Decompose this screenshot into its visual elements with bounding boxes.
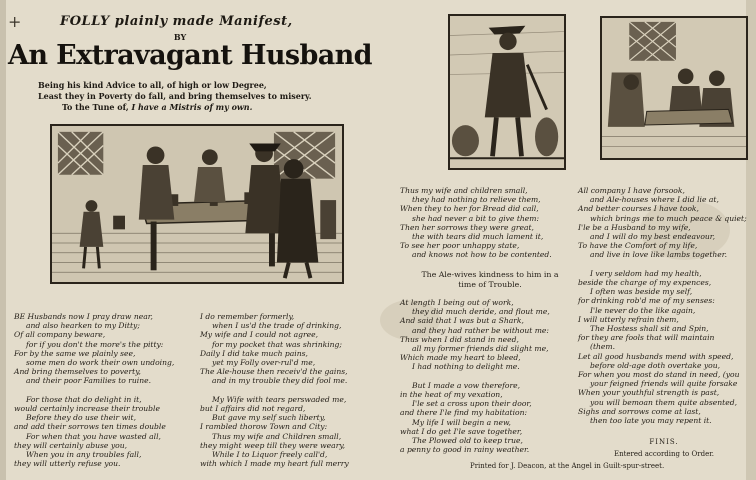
verse-line: But I made a vow therefore,	[412, 380, 521, 390]
verse-line: I had nothing to delight me.	[412, 362, 520, 372]
verse-line: I often was beside my self,	[590, 287, 693, 297]
verse-line: I'le never do the like again,	[590, 305, 696, 315]
verse-line: The Plowed old to keep true,	[412, 436, 523, 446]
verse-line: they had nothing to relieve them,	[412, 195, 541, 205]
verse-column-2	[200, 312, 376, 468]
woodcut-standing-gentleman	[448, 14, 566, 170]
verse-line: all my former friends did slight me,	[412, 344, 549, 354]
verse-line	[200, 386, 376, 395]
verse-line: she had never a bit to give them:	[412, 213, 540, 223]
verse-line: When you in any troubles fall,	[26, 450, 142, 460]
subtitle-line: Being his kind Advice to all, of high or low Degree,	[38, 80, 267, 90]
verse-line: and add their sorrows ten times double	[14, 422, 166, 432]
verse-line: For when that you have wasted all,	[26, 431, 161, 441]
verse-line: For when you most do stand in need, (you	[578, 370, 740, 380]
verse-line: in the heat of my vexation,	[400, 390, 503, 400]
verse-line: My life I will begin a new,	[412, 417, 511, 427]
verse-line: for drinking rob'd me of my senses:	[578, 296, 715, 306]
verse-line: would certainly increase their trouble	[14, 404, 160, 414]
title-by: BY	[173, 32, 187, 42]
finis: FINIS.	[649, 438, 679, 446]
verse-line: your feigned friends will quite forsake	[590, 379, 738, 389]
verse-line: And better courses I have took,	[578, 204, 699, 214]
verse-line: you will bemoan them quite absented,	[590, 397, 738, 407]
verse-line: Then her sorrows they were great,	[400, 222, 534, 232]
verse-line: My Wife with tears perswaded me,	[212, 394, 347, 404]
tavern-scene-illustration	[52, 126, 342, 282]
verse-column-1	[14, 312, 200, 468]
verse-line: but I affairs did not regard,	[200, 404, 306, 414]
verse-line: When they to her for Bread did call,	[400, 204, 539, 214]
verse-line: Thus my wife and Children small,	[212, 431, 342, 441]
verse-line: The Ale-house then receiv'd the gains,	[200, 367, 348, 377]
gentleman-illustration	[450, 16, 564, 168]
verse-line: When your youthful strength is past,	[578, 388, 720, 398]
verse-line: and Ale-houses where I did lie at,	[590, 195, 719, 205]
verse-line: Before they do use their wit,	[26, 413, 136, 423]
verse-line: But gave my self such liberty,	[212, 413, 326, 423]
verse-line: beside the charge of my expences,	[578, 278, 712, 288]
verse-line: when I us'd the trade of drinking,	[212, 321, 342, 331]
woodcut-tavern-scene	[50, 124, 344, 284]
verse-line: with which I made my heart full merry	[200, 459, 349, 469]
verse-line: and there I'le find my habitation:	[400, 408, 528, 418]
verse-line: and knows not how to be contented.	[412, 250, 552, 260]
verse-line: For those that do delight in it,	[26, 394, 142, 404]
verse-line: they will utterly refuse you.	[14, 459, 121, 469]
section-heading-line: time of Trouble.	[458, 280, 522, 289]
verse-line: and live in love like lambs together.	[590, 250, 727, 260]
section-heading-line: The Ale-wives kindness to him in a	[421, 270, 559, 279]
verse-column-4	[578, 186, 750, 425]
verse-line: and I will do my best endeavour,	[590, 232, 716, 242]
entered-notice: Entered according to Order.	[613, 450, 715, 458]
corner-mark: +	[8, 12, 22, 31]
subtitle-line: Least they in Poverty do fall, and bring themselves to misery.	[38, 91, 312, 101]
main-title: An Extravagant Husband	[8, 40, 372, 71]
verse-line: for if you don't the more's the pitty:	[26, 339, 164, 349]
verse-line: Which made my heart to bleed,	[400, 353, 521, 363]
verse-line: and also hearken to my Ditty;	[26, 321, 140, 331]
subtitle	[38, 80, 378, 113]
verse-line: the with tears did much lament it,	[412, 232, 544, 242]
verse-line: I'le be a Husband to my wife,	[578, 222, 691, 232]
verse-line: My wife and I could not agree,	[200, 330, 318, 340]
verse-line: And said that I was but a Shark,	[400, 316, 524, 326]
section-heading	[400, 270, 580, 290]
verse-line: and they had rather be without me:	[412, 325, 549, 335]
verse-column-3	[400, 186, 580, 260]
verse-line: and in my trouble they did fool me.	[212, 376, 348, 386]
verse-line: then too late you may repent it.	[590, 416, 712, 426]
paper-edge-left	[0, 0, 6, 480]
verse-line: To have the Comfort of my life,	[578, 241, 698, 251]
verse-line: At length I being out of work,	[400, 298, 514, 307]
verse-line: While I to Liquor freely call'd,	[212, 450, 328, 460]
tune-prefix: To the Tune of,	[62, 102, 129, 112]
tune-line	[38, 102, 378, 113]
verse-line: Thus when I did stand in need,	[400, 334, 519, 344]
verse-line: I rambled thorow Town and City:	[200, 422, 328, 432]
printer-imprint: Printed for J. Deacon, at the Angel in Guilt-spur-street.	[470, 462, 665, 470]
verse-line: The Hostess shall sit and Spin,	[590, 324, 709, 334]
verse-column-3b	[400, 298, 580, 454]
verse-line: Daily I did take much pains,	[200, 348, 308, 358]
verse-line: I do remember formerly,	[200, 312, 295, 321]
verse-line: for my pocket that was shrinking;	[212, 339, 342, 349]
verse-line: I will utterly refrain them,	[578, 314, 679, 324]
verse-line: I'le set a cross upon their door,	[412, 399, 532, 409]
verse-line: And bring themselves to poverty,	[14, 367, 141, 377]
verse-line: some men do work their own undoing,	[26, 358, 175, 368]
verse-line: Of all company beware,	[14, 330, 106, 340]
verse-line: which brings me to much peace & quiet;	[590, 213, 747, 223]
verse-line: what I do get I'le save together,	[400, 426, 523, 436]
verse-line: before old-age doth overtake you,	[590, 360, 721, 370]
verse-line: they might weep till they were weary,	[200, 440, 346, 450]
verse-line: I very seldom had my health,	[590, 268, 702, 278]
verse-line: a penny to good in rainy weather.	[400, 445, 530, 455]
verse-line: BE Husbands now I pray draw near,	[14, 312, 153, 321]
woodcut-tavern-interior	[600, 16, 748, 160]
verse-line: All company I have forsook,	[578, 186, 685, 195]
verse-line: yet my Folly over-rul'd me,	[212, 358, 316, 368]
verse-line: for they are fools that will maintain	[578, 333, 715, 343]
verse-line: For by the same we plainly see,	[14, 348, 136, 358]
verse-line	[14, 386, 200, 395]
tavern-interior-illustration	[602, 18, 746, 158]
verse-line: To see her poor unhappy state,	[400, 241, 520, 251]
verse-line	[400, 372, 580, 381]
verse-line	[578, 260, 750, 269]
verse-line: Sighs and sorrows come at last,	[578, 406, 701, 416]
title-line1: FOLLY plainly made Manifest,	[60, 14, 293, 29]
verse-line: and their poor Families to ruine.	[26, 376, 152, 386]
tune-name: I have a Mistris of my own.	[131, 102, 253, 112]
verse-line: Thus my wife and children small,	[400, 186, 528, 195]
verse-line: Let all good husbands mend with speed,	[578, 351, 734, 361]
verse-line: they will certainly abuse you,	[14, 440, 127, 450]
verse-line: they did much deride, and flout me,	[412, 307, 550, 317]
verse-line: (them.	[590, 342, 616, 352]
